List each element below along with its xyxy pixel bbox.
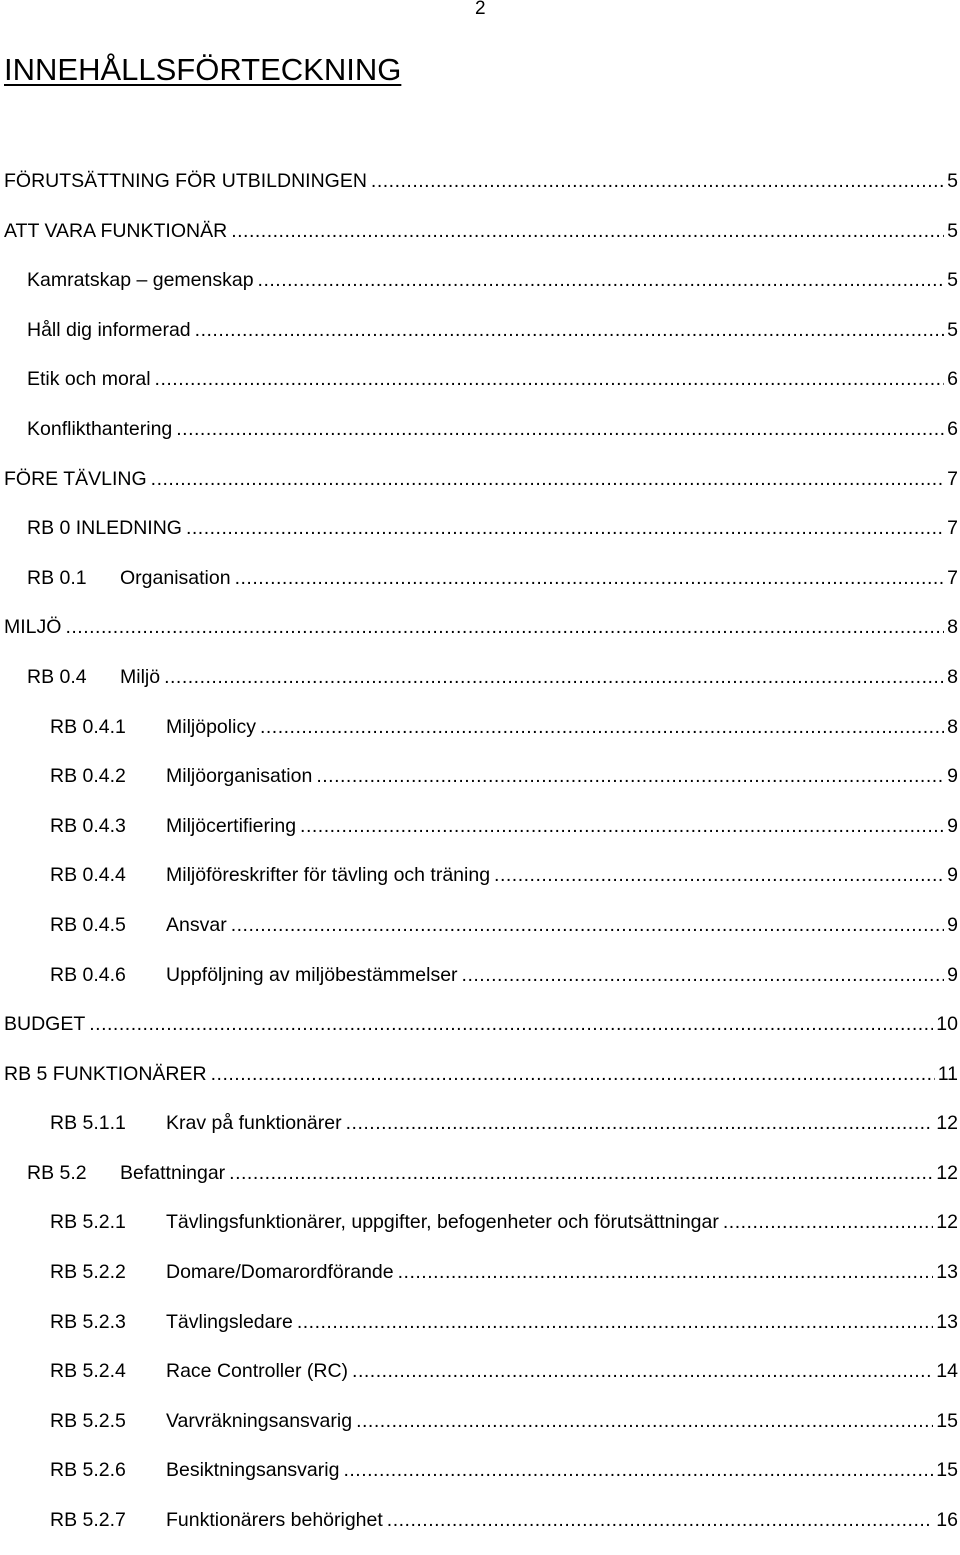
toc-entry[interactable]: [0, 1108, 960, 1158]
dot-leader: [723, 1207, 933, 1237]
toc-entry-title: Håll dig informerad: [27, 318, 191, 341]
toc-entry[interactable]: [0, 563, 960, 613]
dot-leader: [211, 1059, 935, 1089]
toc-entry[interactable]: [0, 910, 960, 960]
dot-leader: [164, 662, 944, 692]
toc-entry-title: Organisation: [120, 566, 231, 589]
toc-entry-page: 13: [936, 1261, 958, 1284]
toc-entry[interactable]: [0, 1158, 960, 1208]
toc-entry-number: RB 0.4.1: [50, 715, 126, 738]
dot-leader: [231, 910, 944, 940]
toc-entry-number: RB 0.4.6: [50, 963, 126, 986]
dot-leader: [151, 464, 944, 494]
dot-leader: [155, 364, 945, 394]
toc-entry-page: 11: [937, 1062, 958, 1085]
toc-entry-title: Befattningar: [120, 1161, 226, 1184]
toc-entry-page: 13: [936, 1310, 958, 1333]
dot-leader: [356, 1406, 933, 1436]
toc-entry-title: Funktionärers behörighet: [166, 1509, 383, 1532]
toc-entry-number: RB 0.4: [27, 665, 87, 688]
toc-entry-number: RB 0.4.5: [50, 913, 126, 936]
toc-entry-page: 6: [947, 417, 958, 440]
toc-entry-title: Ansvar: [166, 913, 227, 936]
dot-leader: [343, 1455, 933, 1485]
toc-entry[interactable]: [0, 265, 960, 315]
toc-entry-page: 7: [947, 467, 958, 490]
toc-entry-title: FÖRE TÄVLING: [4, 467, 147, 490]
toc-entry-title: Tävlingsfunktionärer, uppgifter, befogenheter och förutsättningar: [166, 1211, 719, 1234]
toc-entry-number: RB 0.4.3: [50, 814, 126, 837]
toc-entry-title: Miljöpolicy: [166, 715, 256, 738]
toc-entry-number: RB 0.1: [27, 566, 87, 589]
toc-entry[interactable]: [0, 414, 960, 464]
dot-leader: [65, 612, 944, 642]
dot-leader: [494, 860, 944, 890]
toc-entry-page: 5: [947, 219, 958, 242]
toc-entry-page: 9: [947, 814, 958, 837]
toc-entry-number: RB 0.4.2: [50, 765, 126, 788]
toc-entry-page: 5: [947, 318, 958, 341]
toc-entry[interactable]: [0, 1406, 960, 1456]
toc-entry-number: RB 5.2.6: [50, 1459, 126, 1482]
toc-entry[interactable]: [0, 811, 960, 861]
toc-entry-page: 7: [947, 517, 958, 540]
toc-entry[interactable]: [0, 513, 960, 563]
toc-entry-page: 10: [936, 1013, 958, 1036]
toc-entry[interactable]: [0, 166, 960, 216]
toc-entry-title: FÖRUTSÄTTNING FÖR UTBILDNINGEN: [4, 170, 367, 192]
dot-leader: [297, 1307, 933, 1337]
toc-entry-title: MILJÖ: [4, 616, 62, 639]
toc-entry-title: Miljöorganisation: [166, 765, 313, 788]
toc-entry-title: Miljö: [120, 665, 161, 688]
toc-entry[interactable]: [0, 1059, 960, 1109]
toc-entry-title: Besiktningsansvarig: [166, 1459, 340, 1482]
toc-entry-title: RB 5 FUNKTIONÄRER: [4, 1062, 207, 1085]
dot-leader: [235, 563, 945, 593]
toc-title: INNEHÅLLSFÖRTECKNING: [4, 52, 402, 87]
toc-entry-page: 12: [936, 1211, 958, 1234]
toc-entry-title: Konflikthantering: [27, 417, 173, 440]
toc-entry-page: 14: [936, 1360, 958, 1383]
dot-leader: [352, 1356, 933, 1386]
toc-entry-title: BUDGET: [4, 1013, 86, 1036]
toc-list: [0, 166, 960, 1555]
toc-entry-title: Uppföljning av miljöbestämmelser: [166, 963, 458, 986]
toc-entry-page: 5: [947, 170, 958, 192]
toc-entry-page: 7: [947, 566, 958, 589]
dot-leader: [398, 1257, 934, 1287]
toc-entry-number: RB 5.2.3: [50, 1310, 126, 1333]
toc-entry-number: RB 5.2.2: [50, 1261, 126, 1284]
toc-entry[interactable]: [0, 712, 960, 762]
toc-entry[interactable]: [0, 364, 960, 414]
toc-entry[interactable]: [0, 216, 960, 266]
toc-entry-title: Krav på funktionärer: [166, 1112, 342, 1135]
toc-entry-page: 8: [947, 665, 958, 688]
toc-entry-page: 16: [936, 1509, 958, 1532]
dot-leader: [316, 761, 944, 791]
dot-leader: [258, 265, 945, 295]
toc-entry-number: RB 5.2.4: [50, 1360, 126, 1383]
toc-entry-number: RB 5.2: [27, 1161, 87, 1184]
toc-entry-title: Varvräkningsansvarig: [166, 1409, 353, 1432]
toc-entry-title: Kamratskap – gemenskap: [27, 269, 254, 292]
toc-entry-page: 9: [947, 913, 958, 936]
dot-leader: [89, 1009, 933, 1039]
toc-entry[interactable]: [0, 1009, 960, 1059]
dot-leader: [195, 315, 944, 345]
toc-entry-number: RB 0.4.4: [50, 864, 126, 887]
dot-leader: [462, 960, 945, 990]
toc-entry-page: 15: [936, 1459, 958, 1482]
toc-entry-title: ATT VARA FUNKTIONÄR: [4, 219, 228, 242]
toc-entry-title: Race Controller (RC): [166, 1360, 349, 1383]
toc-entry-page: 8: [947, 715, 958, 738]
toc-entry[interactable]: [0, 860, 960, 910]
toc-entry-title: Miljöföreskrifter för tävling och träning: [166, 864, 491, 887]
dot-leader: [186, 513, 944, 543]
toc-entry-number: RB 5.1.1: [50, 1112, 126, 1135]
toc-entry-page: 6: [947, 368, 958, 391]
toc-entry-title: Etik och moral: [27, 368, 151, 391]
dot-leader: [346, 1108, 934, 1138]
toc-entry-number: RB 5.2.5: [50, 1409, 126, 1432]
toc-entry[interactable]: [0, 761, 960, 811]
toc-entry-page: 8: [947, 616, 958, 639]
dot-leader: [229, 1158, 933, 1188]
toc-entry-page: 9: [947, 963, 958, 986]
toc-entry[interactable]: [0, 1257, 960, 1307]
toc-entry-page: 9: [947, 864, 958, 887]
toc-entry-title: RB 0 INLEDNING: [27, 517, 182, 540]
page-number: 2: [475, 0, 486, 19]
toc-entry-title: Miljöcertifiering: [166, 814, 297, 837]
toc-entry[interactable]: [0, 612, 960, 662]
toc-entry-page: 9: [947, 765, 958, 788]
dot-leader: [300, 811, 944, 841]
toc-entry[interactable]: [0, 315, 960, 365]
dot-leader: [176, 414, 944, 444]
toc-entry[interactable]: [0, 1356, 960, 1406]
toc-entry-number: RB 5.2.1: [50, 1211, 126, 1234]
toc-entry[interactable]: [0, 1207, 960, 1257]
dot-leader: [260, 712, 944, 742]
toc-entry[interactable]: [0, 1455, 960, 1505]
dot-leader: [371, 166, 944, 196]
dot-leader: [231, 216, 944, 246]
toc-entry-page: 15: [936, 1409, 958, 1432]
toc-entry[interactable]: [0, 1307, 960, 1357]
toc-entry[interactable]: [0, 1505, 960, 1555]
toc-entry-page: 12: [936, 1161, 958, 1184]
toc-entry[interactable]: [0, 960, 960, 1010]
toc-entry-page: 12: [936, 1112, 958, 1135]
toc-entry[interactable]: [0, 662, 960, 712]
toc-entry-page: 5: [947, 269, 958, 292]
toc-entry[interactable]: [0, 464, 960, 514]
toc-entry-title: Tävlingsledare: [166, 1310, 293, 1333]
toc-entry-number: RB 5.2.7: [50, 1509, 126, 1532]
toc-entry-title: Domare/Domarordförande: [166, 1261, 394, 1284]
